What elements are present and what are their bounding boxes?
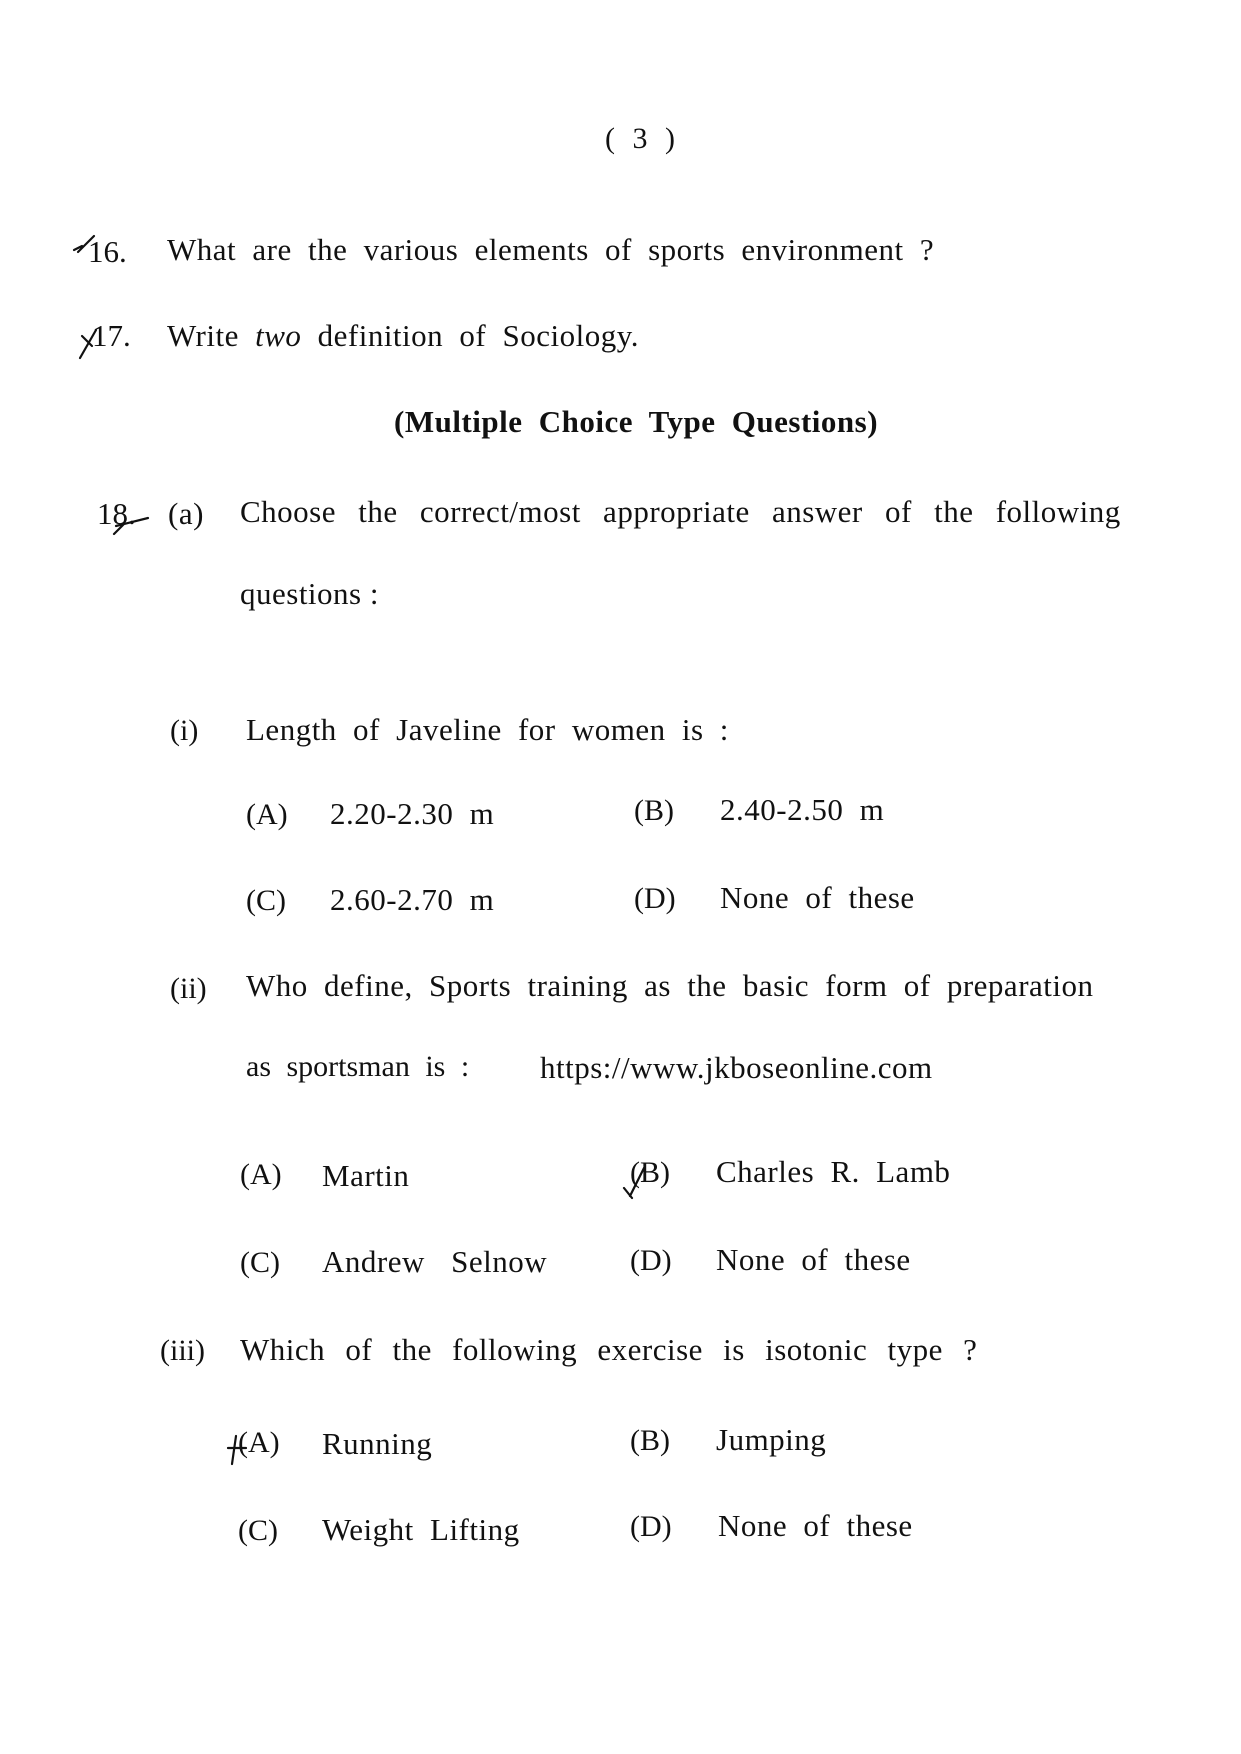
- item-i-option-a-text: 2.20-2.30 m: [330, 796, 495, 831]
- item-ii-option-c-text: Andrew Selnow: [322, 1244, 548, 1279]
- item-iii-question: Which of the following exercise is isotonic type ?: [240, 1332, 978, 1367]
- item-iii-option-c-text: Weight Lifting: [322, 1512, 520, 1547]
- item-i-option-b-text: 2.40-2.50 m: [720, 792, 885, 827]
- item-i-option-d-text: None of these: [720, 880, 915, 915]
- item-i-option-c-text: 2.60-2.70 m: [330, 882, 495, 917]
- item-ii-option-c-label: (C): [240, 1246, 280, 1279]
- item-i-option-d-label: (D): [634, 882, 676, 915]
- question-17-text: [167, 318, 639, 354]
- question-16-number: 16.: [88, 234, 127, 269]
- item-i-option-b-label: (B): [634, 794, 674, 827]
- item-ii-label: (ii): [170, 972, 207, 1005]
- tick-mark-icon: [112, 512, 158, 558]
- item-iii-option-b-text: Jumping: [716, 1422, 827, 1457]
- item-ii-question: Who define, Sports training as the basic form of preparation: [246, 968, 1094, 1003]
- item-ii-option-a-label: (A): [240, 1158, 282, 1191]
- item-i-option-c-label: (C): [246, 884, 286, 917]
- item-iii-option-c-label: (C): [238, 1514, 278, 1547]
- item-iii-label: (iii): [160, 1334, 205, 1367]
- item-ii-question-line2: as sportsman is :: [246, 1050, 470, 1083]
- item-iii-option-a-label: (A): [238, 1426, 280, 1459]
- item-iii-option-d-label: (D): [630, 1510, 672, 1543]
- section-heading: (Multiple Choice Type Questions): [394, 404, 879, 439]
- item-i-question: Length of Javeline for women is :: [246, 712, 729, 747]
- question-17-emphasis: two: [255, 318, 302, 353]
- item-ii-option-d-label: (D): [630, 1244, 672, 1277]
- item-i-option-a-label: (A): [246, 798, 288, 831]
- question-17-text-before: Write: [167, 318, 239, 353]
- item-iii-option-a-text: Running: [322, 1426, 433, 1461]
- question-17-text-after: definition of Sociology.: [317, 318, 639, 353]
- question-18-instruction-line2: questions :: [240, 576, 379, 611]
- question-18-part: (a): [168, 496, 204, 531]
- item-ii-option-d-text: None of these: [716, 1242, 911, 1277]
- item-ii-option-b-text: Charles R. Lamb: [716, 1154, 951, 1189]
- question-18-instruction-line1: Choose the correct/most appropriate answer of the following: [240, 494, 1121, 529]
- page-number: ( 3 ): [605, 122, 675, 155]
- question-17-number: 17.: [92, 318, 131, 353]
- watermark-url: https://www.jkboseonline.com: [540, 1050, 933, 1085]
- item-iii-option-d-text: None of these: [718, 1508, 913, 1543]
- item-i-label: (i): [170, 714, 199, 747]
- item-iii-option-b-label: (B): [630, 1424, 670, 1457]
- question-16-text: What are the various elements of sports environment ?: [167, 232, 935, 267]
- question-18-number: 18.: [97, 496, 136, 531]
- item-ii-option-a-text: Martin: [322, 1158, 410, 1193]
- item-ii-option-b-label: (B): [630, 1156, 670, 1189]
